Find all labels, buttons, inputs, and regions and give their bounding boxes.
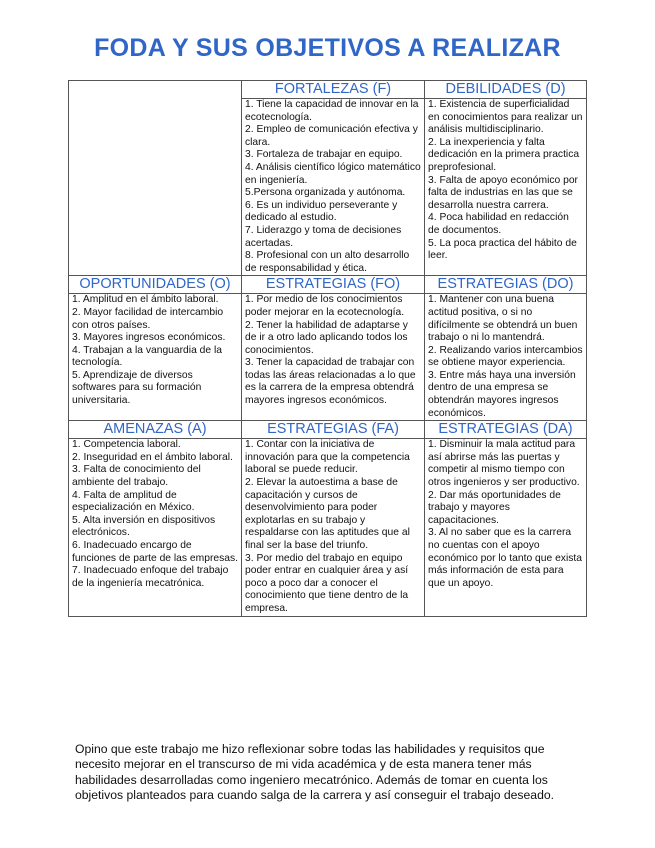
estrategias-da-header: ESTRATEGIAS (DA) — [425, 421, 587, 439]
empty-corner-cell — [69, 81, 242, 276]
estrategias-fa-cell: 1. Contar con la iniciativa de innovación para que la competencia laboral se puede reducir. 2. Elevar la autoestima a base de capacitación y cursos de desenvolvimiento para poder explotarlas en su trabajo y respaldarse con las aptitudes que al final ser la base del triunfo. 3. Por medio del trabajo en equipo poder entrar en cualquier área y así poco a poco dar a conocer el conocimiento que tiene dentro de la empresa. — [242, 439, 425, 616]
header-row-top — [69, 81, 587, 99]
conclusion-paragraph: Opino que este trabajo me hizo reflexionar sobre todas las habilidades y requisitos que necesito mejorar en el transcurso de mi vida académica y de esta manera tener más habilidades desarrolladas como ingeniero mecatrónico. Además de tomar en cuenta los objetivos planteados para cuando salga de la carrera y así conseguir el trabajo deseado. — [75, 742, 555, 802]
fortalezas-cell: 1. Tiene la capacidad de innovar en la ecotecnología. 2. Empleo de comunicación efectiva y clara. 3. Fortaleza de trabajar en equipo. 4. Análisis científico lógico matemático en ingeniería. 5.Persona organizada y autónoma. 6. Es un individuo perseverante y dedicado al estudio. 7. Liderazgo y toma de decisiones acertadas. 8. Profesional con un alto desarrollo de responsabilidad y ética. — [242, 99, 425, 276]
estrategias-da-cell: 1. Disminuir la mala actitud para así abrirse más las puertas y competir al mismo tiempo con otros ingenieros y ser productivo. 2. Dar más oportunidades de trabajo y mayores capacitaciones. 3. Al no saber que es la carrera no cuentas con el apoyo económico por lo tanto que exista más información de esta para que un apoyo. — [425, 439, 587, 616]
content-row-o — [69, 294, 587, 421]
estrategias-do-cell: 1. Mantener con una buena actitud positiva, o si no difícilmente se obtendrá un buen trabajo o ni lo mantendrá. 2. Realizando varios intercambios se obtiene mayor experiencia. 3. Entre más haya una inversión dentro de una empresa se obtendrán mayores ingresos económicos. — [425, 294, 587, 421]
amenazas-cell: 1. Competencia laboral. 2. Inseguridad en el ámbito laboral. 3. Falta de conocimiento del ambiente del trabajo. 4. Falta de amplitud de especialización en México. 5. Alta inversión en dispositivos electrónicos. 6. Inadecuado encargo de funciones de parte de las empresas. 7. Inadecuado enfoque del trabajo de la ingeniería mecatrónica. — [69, 439, 242, 616]
fortalezas-header: FORTALEZAS (F) — [242, 81, 425, 99]
header-row-o — [69, 276, 587, 294]
debilidades-header: DEBILIDADES (D) — [425, 81, 587, 99]
amenazas-header: AMENAZAS (A) — [69, 421, 242, 439]
debilidades-cell: 1. Existencia de superficialidad en conocimientos para realizar un análisis multidisciplinario. 2. La inexperiencia y falta dedicación en la primera practica preprofesional. 3. Falta de apoyo económico por falta de industrias en las que se desarrolla nuestra carrera. 4. Poca habilidad en redacción de documentos. 5. La poca practica del hábito de leer. — [425, 99, 587, 276]
page-title: FODA Y SUS OBJETIVOS A REALIZAR — [94, 34, 561, 62]
oportunidades-cell: 1. Amplitud en el ámbito laboral. 2. Mayor facilidad de intercambio con otros países. 3. Mayores ingresos económicos. 4. Trabajan a la vanguardia de la tecnología. 5. Aprendizaje de diversos softwares para su formación universitaria. — [69, 294, 242, 421]
estrategias-fo-header: ESTRATEGIAS (FO) — [242, 276, 425, 294]
oportunidades-header: OPORTUNIDADES (O) — [69, 276, 242, 294]
content-row-a — [69, 439, 587, 616]
foda-matrix — [68, 80, 587, 617]
estrategias-fo-cell: 1. Por medio de los conocimientos poder mejorar en la ecotecnología. 2. Tener la habilidad de adaptarse y de ir a otro lado aplicando todos los conocimientos. 3. Tener la capacidad de trabajar con todas las áreas relacionadas a lo que es la carrera de la empresa obtendrá mayores ingresos económicos. — [242, 294, 425, 421]
estrategias-do-header: ESTRATEGIAS (DO) — [425, 276, 587, 294]
header-row-a — [69, 421, 587, 439]
estrategias-fa-header: ESTRATEGIAS (FA) — [242, 421, 425, 439]
